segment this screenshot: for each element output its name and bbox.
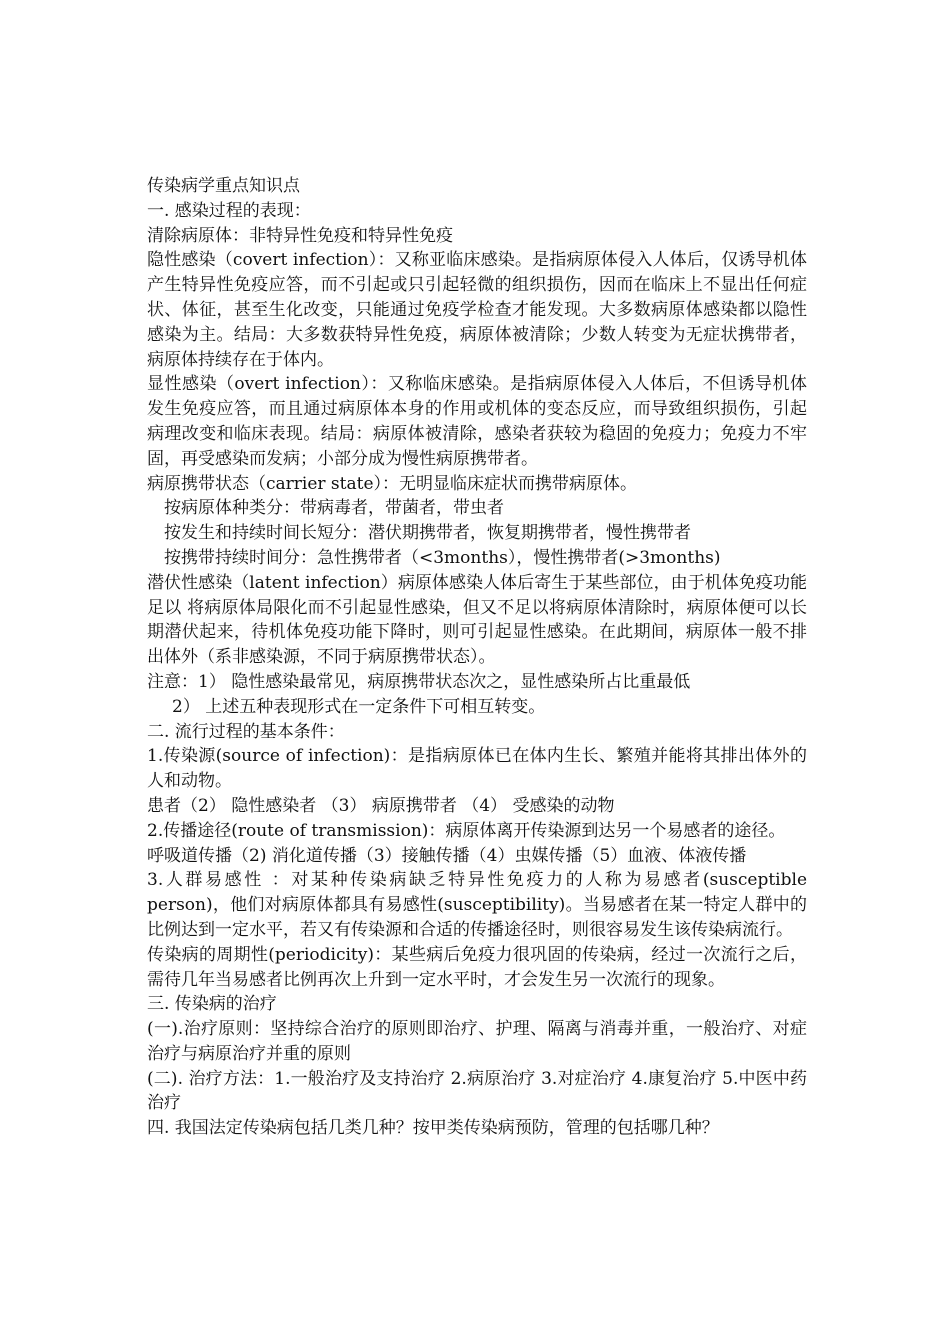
paragraph-pathogen-clearance: 清除病原体：非特异性免疫和特异性免疫 [147,225,453,246]
paragraph-treatment-principle: (一).治疗原则：坚持综合治疗的原则即治疗、护理、隔离与消毒并重，一般治疗、对症治疗与病原治疗并重的原则 [147,1019,807,1064]
paragraph-latent-infection: 潜伏性感染（latent infection）病原体感染人体后寄生于某些部位，由于机体免疫功能足以 将病原体局限化而不引起显性感染，但又不足以将病原体清除时，病原体便可以长期潜伏起来，待机体免疫功能下降时，则可引起显性感染。在此期间，病原体一般不排出体外（系非感染源，不同于病原携带状态）。 [147,572,807,668]
section-heading-epidemic-process: 二. 流行过程的基本条件： [147,721,345,742]
document-body [147,174,813,1141]
paragraph-carrier-state: 病原携带状态（carrier state）：无明显临床症状而携带病原体。 [147,473,638,494]
paragraph-carrier-by-onset: 按发生和持续时间长短分：潜伏期携带者，恢复期携带者，慢性携带者 [164,523,691,544]
paragraph-covert-infection: 隐性感染（covert infection）：又称亚临床感染。是指病原体侵入人体后，仅诱导机体产生特异性免疫应答，而不引起或只引起轻微的组织损伤，因而在临床上不显出任何症状、体征，甚至生化改变，只能通过免疫学检查才能发现。大多数病原体感染都以隐性感染为主。结局：大多数获特异性免疫，病原体被清除；少数人转变为无症状携带者，病原体持续存在于体内。 [147,250,807,370]
paragraph-overt-infection: 显性感染（overt infection）：又称临床感染。是指病原体侵入人体后，不但诱导机体发生免疫应答，而且通过病原体本身的作用或机体的变态反应，而导致组织损伤，引起病理改变和临床表现。结局：病原体被清除，感染者获较为稳固的免疫力；免疫力不牢固，再受感染而发病；小部分成为慢性病原携带者。 [147,374,807,469]
paragraph-note-2: 2） 上述五种表现形式在一定条件下可相互转变。 [172,696,546,717]
paragraph-carrier-by-pathogen: 按病原体种类分：带病毒者，带菌者，带虫者 [164,498,504,519]
section-heading-infection-process: 一. 感染过程的表现： [147,200,311,221]
paragraph-susceptibility: 3.人群易感性 ：对某种传染病缺乏特异性免疫力的人称为易感者(susceptible person)，他们对病原体都具有易感性(susceptibility)。当易感者在某一特定人群中的比例达到一定水平，若又有传染源和合适的传播途径时，则很容易发生该传染病流行。 [147,870,813,940]
paragraph-route-of-transmission: 2.传播途径(route of transmission)：病原体离开传染源到达另一个易感者的途径。 [147,820,786,841]
paragraph-source-types: 患者（2） 隐性感染者 （3） 病原携带者 （4） 受感染的动物 [147,795,615,816]
paragraph-route-types: 呼吸道传播（2) 消化道传播（3）接触传播（4）虫媒传播（5）血液、体液传播 [147,845,747,866]
section-heading-legal-diseases: 四. 我国法定传染病包括几类几种？按甲类传染病预防，管理的包括哪几种？ [147,1118,719,1139]
paragraph-note-1: 注意：1） 隐性感染最常见，病原携带状态次之，显性感染所占比重最低 [147,671,691,692]
document-title: 传染病学重点知识点 [147,176,300,196]
paragraph-treatment-methods: (二). 治疗方法：1.一般治疗及支持治疗 2.病原治疗 3.对症治疗 4.康复治疗 5.中医中药治疗 [147,1068,807,1114]
paragraph-carrier-by-duration: 按携带持续时间分：急性携带者（<3months），慢性携带者(>3months) [164,547,721,568]
section-heading-treatment: 三. 传染病的治疗 [147,994,277,1015]
paragraph-source-of-infection: 1.传染源(source of infection)：是指病原体已在体内生长、繁殖并能将其排出体外的人和动物。 [147,746,807,792]
paragraph-periodicity: 传染病的周期性(periodicity)：某些病后免疫力很巩固的传染病，经过一次流行之后，需待几年当易感者比例再次上升到一定水平时，才会发生另一次流行的现象。 [147,944,807,990]
